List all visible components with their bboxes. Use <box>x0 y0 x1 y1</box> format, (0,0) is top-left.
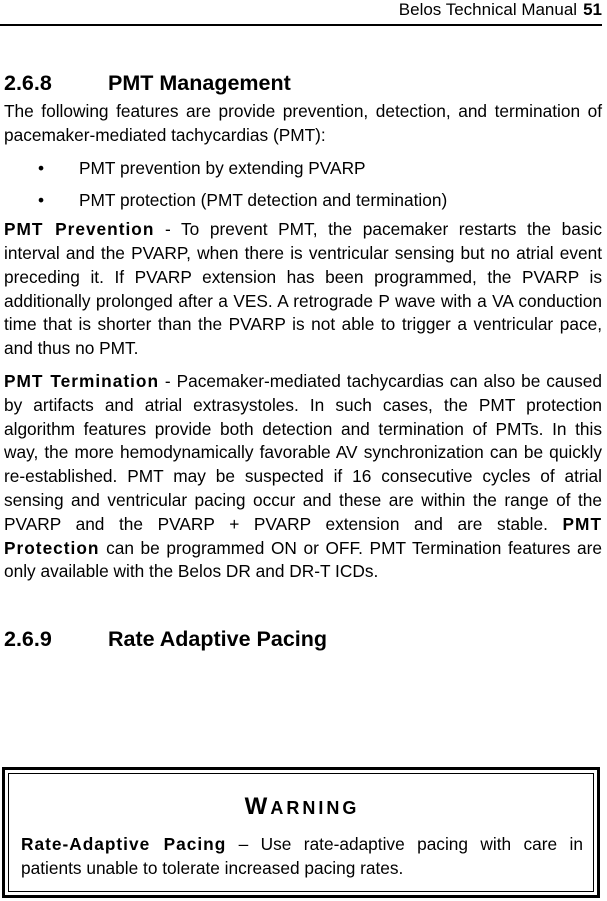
warning-box-inner <box>8 773 594 892</box>
warning-text <box>21 833 583 881</box>
warning-title <box>21 792 583 823</box>
pmt-termination-label: PMT Termination <box>4 370 160 391</box>
section-title: PMT Management <box>108 71 291 95</box>
list-item <box>4 157 602 181</box>
list-item-text: PMT protection (PMT detection and termination) <box>79 190 448 211</box>
section-heading-pmt-management <box>4 68 602 98</box>
pmt-prevention-label: PMT Prevention <box>4 219 155 240</box>
warning-box <box>2 767 600 898</box>
list-item <box>4 189 602 213</box>
section-number: 2.6.9 <box>4 627 52 652</box>
page-header <box>0 0 602 26</box>
section-heading-rate-adaptive-pacing <box>4 624 602 654</box>
page-content <box>4 68 602 654</box>
warning-title-rest: ARNING <box>270 798 360 818</box>
pmt-protection-label: PMT Protection <box>4 513 602 558</box>
pmt-termination-text-end: can be programmed ON or OFF. PMT Termination features are only available with the Belos DR and DR-T ICDs. <box>4 537 602 582</box>
bullet-icon: • <box>38 190 45 211</box>
intro-paragraph: The following features are provide prevention, detection, and termination of pacemaker-mediated tachycardias (PMT): <box>4 101 602 145</box>
page-number: 51 <box>583 0 602 19</box>
header-title: Belos Technical Manual <box>398 0 578 19</box>
section-title: Rate Adaptive Pacing <box>108 627 328 652</box>
warning-label: Rate-Adaptive Pacing <box>21 834 227 854</box>
pmt-termination-paragraph <box>4 370 602 584</box>
list-item-text: PMT prevention by extending PVARP <box>79 157 366 178</box>
warning-title-initial: W <box>244 793 271 820</box>
pmt-prevention-paragraph <box>4 218 602 361</box>
warning-body: – Use rate-adaptive pacing with care in patients unable to tolerate increased pacing rates. <box>21 834 584 878</box>
pmt-prevention-text: - To prevent PMT, the pacemaker restarts the basic interval and the PVARP, when there is ventricular sensing but no atrial event preceding it. If PVARP extension has been programmed, the PVARP is additionally prolonged after a VES. A retrograde P wave with a VA conduction time that is shorter than the PVARP is not able to trigger a ventricular pace, and thus no PMT. <box>4 219 602 359</box>
section-number: 2.6.8 <box>4 71 52 95</box>
pmt-termination-text: - Pacemaker-mediated tachycardias can also be caused by artifacts and atrial extrasystoles. In such cases, the PMT protection algorithm features provide both detection and termination of PMTs. In this way, the more hemodynamically favorable AV synchronization can be quickly re-established. PMT may be suspected if 16 consecutive cycles of atrial sensing and ventricular pacing occur and these are within the range of the PVARP and the PVARP + PVARP extension and are stable. <box>4 370 602 534</box>
bullet-icon: • <box>38 157 45 178</box>
feature-list <box>4 157 602 214</box>
